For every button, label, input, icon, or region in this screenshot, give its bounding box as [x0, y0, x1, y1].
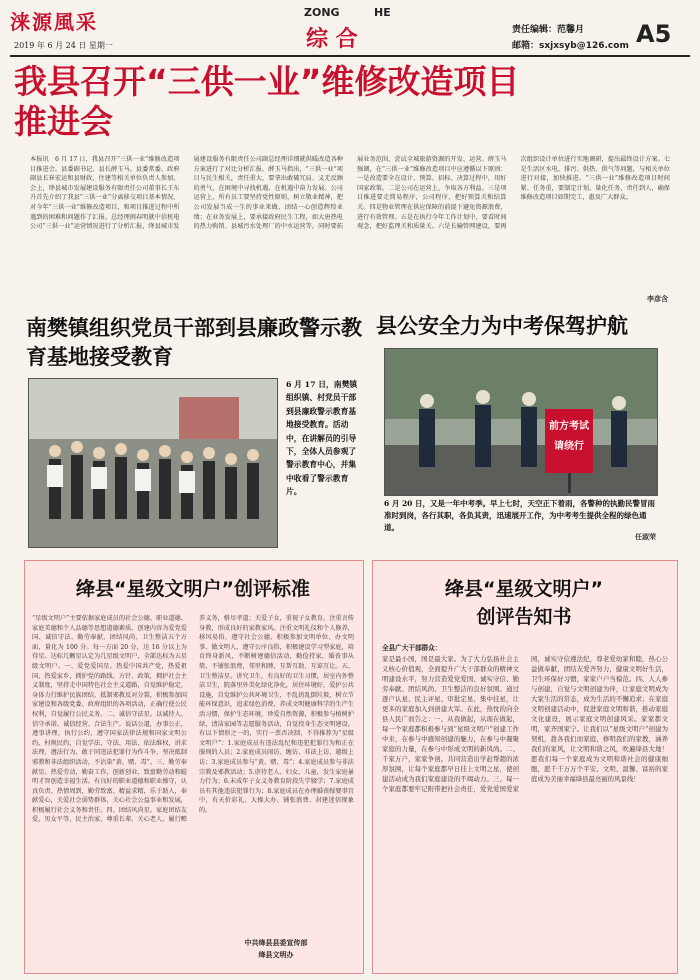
story3-headline: 县公安全力为中考保驾护航 [376, 314, 628, 338]
group-photo-illustration [29, 379, 277, 547]
proposal-title-2: 创评告知书 [476, 606, 572, 628]
police-photo-illustration [385, 349, 657, 495]
story3-caption: 6 月 20 日，又是一年中考季。早上七时，天空正下着雨，各警种的执勤民警冒雨准时到岗，各行其职，各负其责，迅速展开工作，为中考考生提供全程的绿色通道。 [384, 499, 655, 532]
road-sign-line1: 前方考试 [549, 421, 589, 432]
masthead-rule [10, 55, 690, 57]
issue-date: 2019 年 6 月 24 日 星期一 [14, 41, 113, 50]
story3-photo [384, 348, 658, 496]
standards-signature-1: 中共绛县县委宣传部 [244, 938, 308, 947]
standards-title: 绛县“星级文明户”创评标准 [76, 578, 310, 600]
editor-name: 责任编辑：范馨月 [512, 25, 585, 35]
page-number: A5 [636, 20, 672, 48]
proposal-title-1: 绛县“星级文明户” [445, 578, 603, 600]
proposal-salutation: 全县广大干部群众： [382, 644, 442, 652]
editor-email: 邮箱：sxjxsyb@126.com [512, 41, 629, 51]
section-pinyin-left: ZONG [304, 6, 340, 19]
section-pinyin-right: HE [374, 6, 391, 19]
standards-body: “星级文明户”主要依据家庭成员的社会公德、职业道德、家庭美德和个人品德等思想道德素质，创建内容为爱党爱国、诚信守法、勤劳奉献、团结风尚、卫生整洁五个方面，量化为 100 分。每一方面 20 分，达 16 分以上为得星。达标几颗星认定为几星级文明户，全部达标为五星级文明户。一、爱党爱国星。热爱中国共产党，热爱祖国，热爱家乡，拥护党的路线、方针、政策，拥护社会主义制度，坚持走中国特色社会主义道路，自觉维护稳定，身体力行维护民族团结，抵制邪教反对分裂，积极参加国家建设和各级党委、政府组织的各项活动，正确行使公民权利，自觉履行公民义务。二、诚信守法星。以诚待人、信守承诺、诚信经营、合法生产。说话公道，办事公正，遵事讲理，执行公约，遵守国家法律法规和国家文明公约、村规民约，自觉学法、守法、用法、依法维权，讲求法理，遵法行为，敢于同违法犯罪行为作斗争，坚决抵制邪教和非法组织活动，不沾染“黄、赌、毒”。三、勤劳奉献星。热爱劳动，勤奋工作，创新创业，致富勤劳动和聪明才智创造幸福生活。有良好的职业道德和职业操守，认真负责、热情周到，勤劳致富、精益求精，乐于助人，奉献爱心，关爱社会弱势群体，关心社会公益事业和发展，积极履行社会义务和责任。四、团结风尚星。家庭团结友爱，男女平等，民主治家，尊重长辈、关心老人，履行赡养义务，格尽孝道；关爱子女，重视子女教育，注重言传身教，形成良好的家教家风。注重文明礼仪和个人修养，移风易俗，遵守社会公德，积极参加文明单位、办文明事、做文明人、遵守公序良俗，积极建设学习型家庭，培育终身新风，不断树建德信活动，勤俭持家，婚丧事从简，不铺张浪费，邻里和睦、互帮互助、互谅互让。五、卫生整洁星。讲究卫生，有良好的卫生习惯，居室内外整洁卫生，院落里外美化绿化净化，居住环境好，爱护公共设施，自觉维护公共环境卫生，不乱扔乱倒垃圾，树立节能环保意识，追求绿色消费，养成文明健康科学的生产生活习惯，保护生态环境，珍爱自然资源，积极参与植树护绿，清洁家园等志愿服务活动，自觉投身生态文明建设。有以下情形之一的，实行一票否决制，不得推荐为“星级文明户”：1.家庭成员有违法乱纪和违犯犯罪行为和正在服刑的人员；2.家庭成员闹访、缠访、非法上访、越级上访；3.家庭成员参与“黄、赌、毒”；4.家庭成员参与非法宗教及邪教活动；5.虐待老人、妇女、儿童，发生家庭暴力行为；6.未成年子女义务教育阶段失学辍学；7.家庭成员有其他违法犯罪行为；8.家庭成员在办理婚丧嫁娶事宜中，有天价彩礼、大操大办、铺张浪费、封建迷信现象的。 [32, 615, 354, 824]
lead-byline: 李彦含 [647, 294, 668, 303]
lead-body: 本报讯 6 月 17 日，我县召开“三供一业”维修改造项目推进会。县委副书记、县长薛玉马、县委常委、政府副县长崔宏运和县财政、住建等相关单位负责人参加。会上，绛县城市发展建设服务有限责任公司董事长王东升首先介绍了我县“三供一业”分离移交项目基本情况，对今年“三供一业”维修改造项目，和项目推进过程中所遇到的困难和问题作了汇报。总经理闽春明就中信机电公司“三供一业”运营情况进行了分析汇报，绛县城市发展建设服务有限责任公司副总经理详细就供暖改造各种方案进行了对比分析汇报。薛玉马指出，“三供一业”项目与民生相关，责任重大，要拿出敢破冗肩、义无反顾的勇气，在困境中寻找机遇，在机遇中奋力发展。公司运营上，所有员工要坚持党性原则、树立敬业精神，把公司发展当成一生的事业来做，团结一心创造辉煌业绩；在业务发展上，要承接政府民生工程，如大唐热电的热力购销、县城污水处理厂的中水运营等，同时要拓展业务范围，尝试全城旅游资源的开发、运营。薛玉马强调，在“三供一业”维修改造项目中应遵循以下原则：一是改造要全在设计、预算、招标、决算过程中，用好国家政策。二是公司在运营上，争取各方利益。三是项目推进要走简易程序，公司程序，把好预算关和结算关。四是物业管理在供应保障的前提下避免资源浪费，进行有效管理。五是在执行今年工作计划中，要看时间观念，把好监理关和质量关。六是长输管网建设，要再次组织设计单位进行实地调研，提出最终设计方案。七是生活区水电、排污、供热、供气等问题，与相关单位进行对接，加快推进。“三供一业”维修改造项目时间紧、任务重，要制定计划，量化任务，责任到人，确保维修改造项目如期完工，惠及广大群众。 [30, 156, 670, 231]
story2-headline: 南樊镇组织党员干部到县廉政警示教育基地接受教育 [26, 316, 362, 369]
section-name: 综 合 [306, 27, 358, 52]
masthead-title: 涞源風采 [10, 10, 98, 34]
lead-headline: 我县召开“三供一业”维修改造项目推进会 [14, 62, 520, 141]
standards-signature-2: 绛县文明办 [258, 950, 294, 959]
story2-caption: 6 月 17 日，南樊镇组织镇、村党员干部到县廉政警示教育基地接受教育。活动中，在讲解员的引导下，全体人员参观了警示教育中心，并集中收看了警示教育片。 [286, 380, 358, 497]
story3-byline: 任淑荣 [635, 532, 656, 541]
story2-photo [28, 378, 278, 548]
road-sign-line2: 请绕行 [554, 441, 584, 452]
proposal-body: 家是最小国，国是最大家。为了大力弘扬社会主义核心价值观，全面提升广大干部群众的精神文明建设水平，努力营造爱党爱国、诚实守信、勤劳奉献、团结风尚、卫生整洁的良好氛围。通过逐户认星、民主评星、审批定星、集中挂星，让更多的家庭加入到创建大军。在此，热忱的向全县人民广而告之：一、从我做起，从现在做起，每一个家庭都积极参与到“星级文明户”创建工作中来，在参与中感知创建的魅力，在参与中凝聚家庭的力量，在参与中形成文明的新风尚。二、千家万户，家家争创。共同营造出学赶帮超的浓厚氛围，让每个家庭都早日挂上文明之星，使创建活动成为我们家庭建设的不竭动力。三、每一个家庭都要牢记附带把社会责任，爱党爱国爱家园，诚实守信遵法纪，尊老爱幼家和睦，热心公益做奉献，团结友爱齐努力，健康文明好生活，卫生环保好习惯，家家户户当模范。四、人人参与创建，自觉与文明创建为伴，让家庭文明成为大家生活的常态，成为生活的不懈追求；在家庭文明创建活动中，促进家庭文明和谐，推动家庭文化建设，展示家庭文明创建风采。家家都文明，家齐国家宁。让我们以“星级文明户”创建为契机，趁各我们而家庭，修明我们的家教，涵养我们的家风，让文明和谐之风，吹遍绛县大地！愿我们每一个家庭成为文明和谐社会的健康细胞，愿千千万万个平安、文明、温馨、富裕的家庭成为美丽幸福绛县最亮丽的风景线！ [382, 655, 668, 793]
